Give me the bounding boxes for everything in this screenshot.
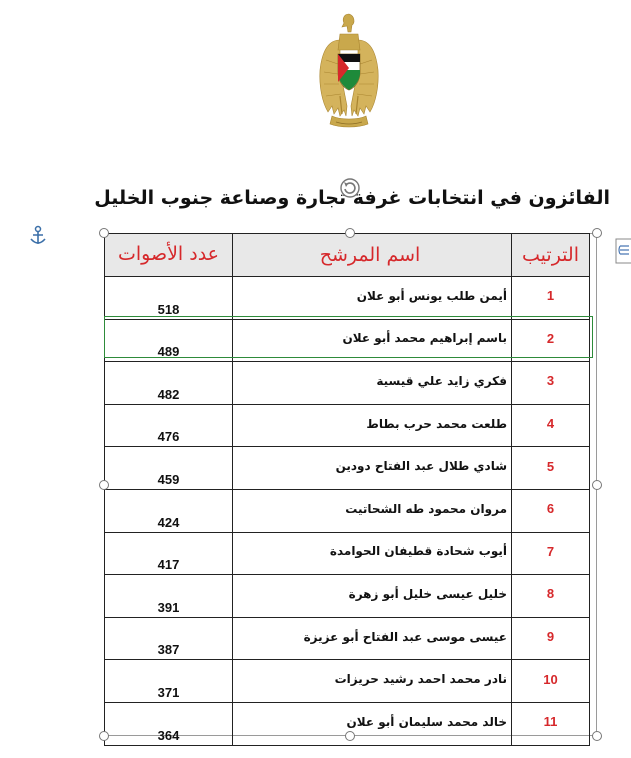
rank-cell: 10 [512, 660, 590, 703]
results-table [104, 233, 590, 746]
votes-cell: 489 [105, 319, 233, 362]
votes-cell: 518 [105, 277, 233, 320]
candidate-name-cell: أيمن طلب يونس أبو علان [233, 277, 512, 320]
rank-cell: 5 [512, 447, 590, 490]
rank-cell: 8 [512, 575, 590, 618]
table-row [105, 277, 590, 320]
table-row [105, 532, 590, 575]
candidate-name-cell: عيسى موسى عبد الفتاح أبو عزيزة [233, 617, 512, 660]
palestine-emblem-image [318, 10, 380, 136]
rotate-handle-icon[interactable] [338, 176, 362, 200]
candidate-name-cell: باسم إبراهيم محمد أبو علان [233, 319, 512, 362]
candidate-name-cell: شادي طلال عبد الفتاح دودين [233, 447, 512, 490]
resize-handle-bottom-right[interactable] [592, 731, 602, 741]
anchor-icon[interactable] [28, 225, 48, 247]
resize-handle-top-middle[interactable] [345, 228, 355, 238]
candidate-name-cell: مروان محمود طه الشحاتيت [233, 489, 512, 532]
resize-handle-middle-left[interactable] [99, 480, 109, 490]
candidate-name-cell: فكري زايد علي قيسية [233, 362, 512, 405]
table-row [105, 489, 590, 532]
votes-cell: 387 [105, 617, 233, 660]
votes-cell: 371 [105, 660, 233, 703]
rank-cell: 6 [512, 489, 590, 532]
table-row [105, 404, 590, 447]
candidate-name-cell: طلعت محمد حرب بطاط [233, 404, 512, 447]
candidate-name-cell: خليل عيسى خليل أبو زهرة [233, 575, 512, 618]
rank-cell: 3 [512, 362, 590, 405]
table-row [105, 319, 590, 362]
candidate-name-cell: أيوب شحادة قطيفان الحوامدة [233, 532, 512, 575]
rank-cell: 2 [512, 319, 590, 362]
document-title: الفائزون في انتخابات غرفة تجارة وصناعة جنوب الخليل [94, 187, 610, 209]
votes-cell: 459 [105, 447, 233, 490]
resize-handle-middle-right[interactable] [592, 480, 602, 490]
table-header-row [105, 234, 590, 277]
table-row [105, 447, 590, 490]
table-row [105, 617, 590, 660]
votes-cell: 476 [105, 404, 233, 447]
votes-cell: 417 [105, 532, 233, 575]
resize-handle-bottom-middle[interactable] [345, 731, 355, 741]
header-rank: الترتيب [512, 234, 590, 277]
votes-cell: 364 [105, 702, 233, 745]
header-votes: عدد الأصوات [105, 234, 233, 277]
resize-handle-bottom-left[interactable] [99, 731, 109, 741]
resize-handle-top-right[interactable] [592, 228, 602, 238]
resize-handle-top-left[interactable] [99, 228, 109, 238]
rank-cell: 7 [512, 532, 590, 575]
layout-options-icon[interactable] [615, 238, 631, 264]
votes-cell: 424 [105, 489, 233, 532]
table-row [105, 362, 590, 405]
candidate-name-cell: خالد محمد سليمان أبو علان [233, 702, 512, 745]
votes-cell: 391 [105, 575, 233, 618]
rank-cell: 1 [512, 277, 590, 320]
rank-cell: 9 [512, 617, 590, 660]
header-candidate: اسم المرشح [233, 234, 512, 277]
rank-cell: 11 [512, 702, 590, 745]
table-row [105, 575, 590, 618]
rank-cell: 4 [512, 404, 590, 447]
votes-cell: 482 [105, 362, 233, 405]
candidate-name-cell: نادر محمد احمد رشيد حريزات [233, 660, 512, 703]
table-row [105, 660, 590, 703]
